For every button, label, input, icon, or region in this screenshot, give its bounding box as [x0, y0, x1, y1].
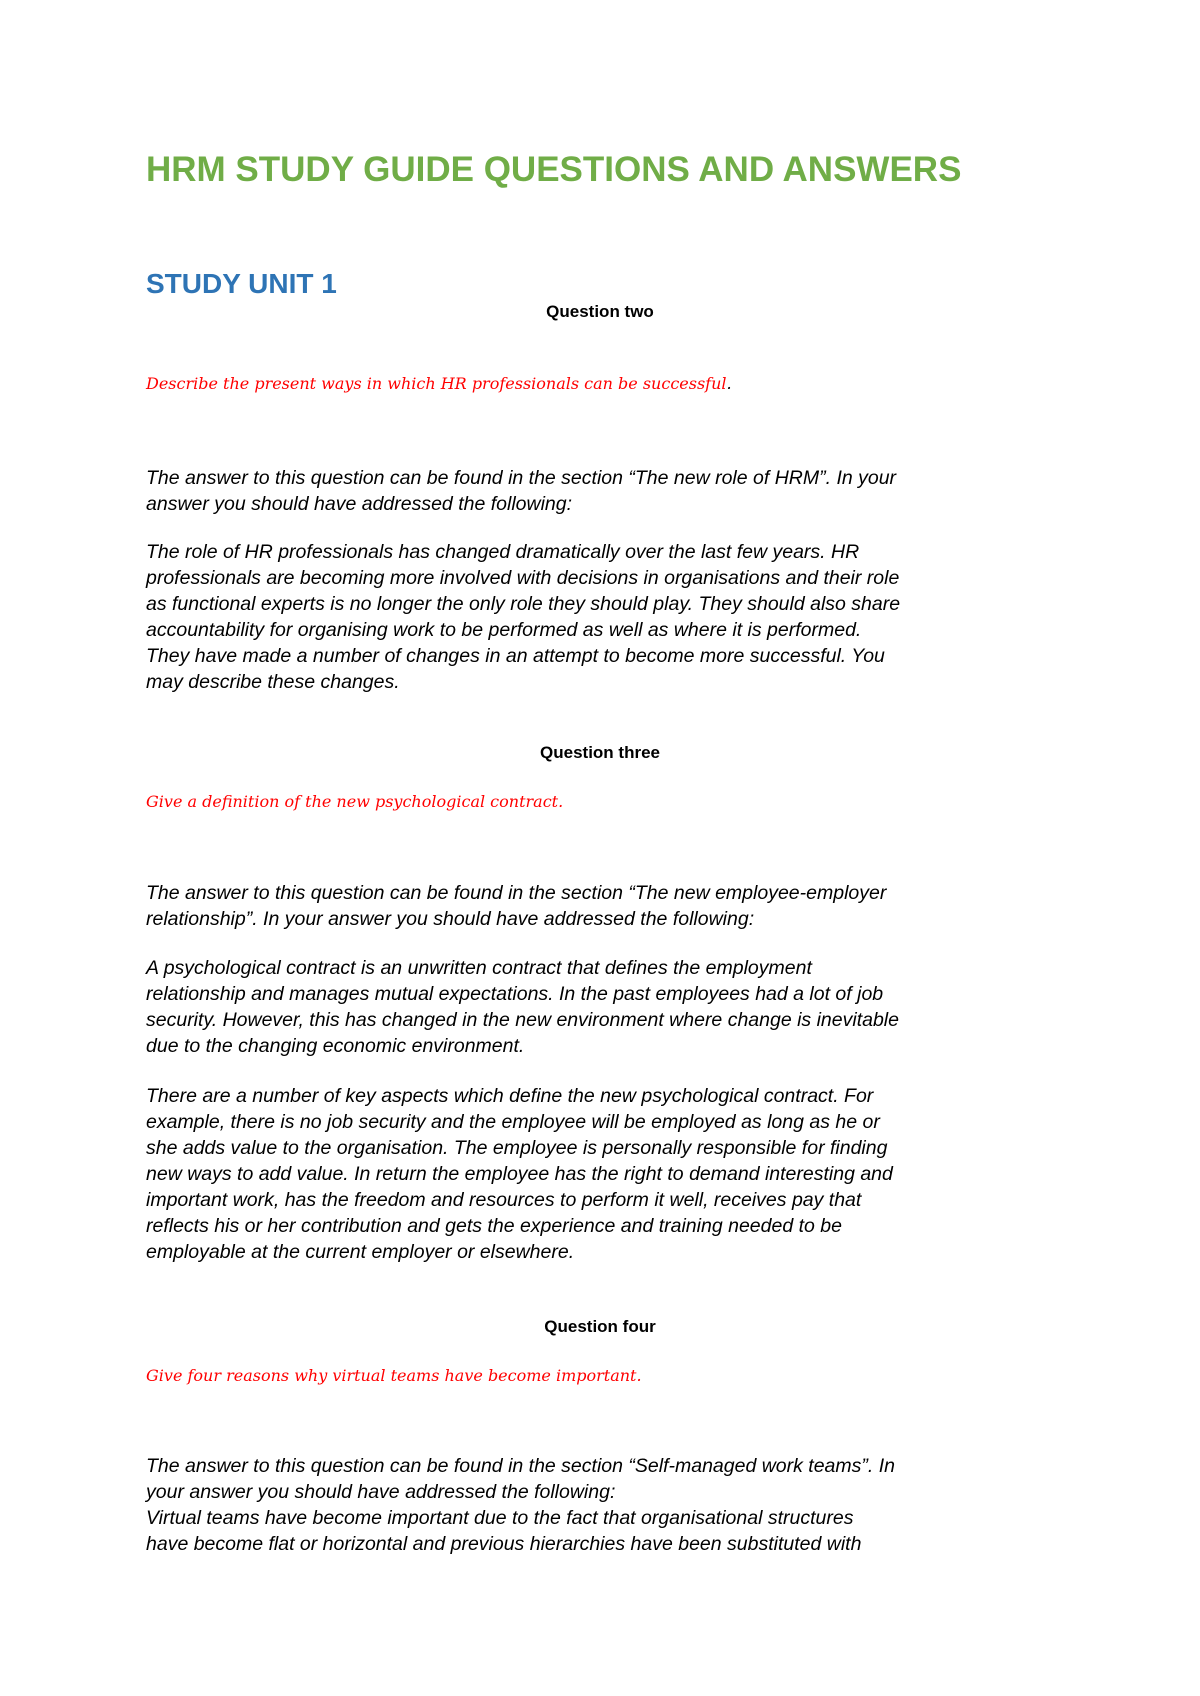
text-line: relationship”. In your answer you should have addressed the following: — [146, 908, 755, 930]
answer-paragraph — [146, 465, 1046, 517]
text-line: your answer you should have addressed the following: — [146, 1481, 616, 1503]
study-unit-heading: STUDY UNIT 1 — [146, 268, 337, 299]
text-line: They have made a number of changes in an attempt to become more successful. You — [146, 645, 885, 667]
text-line: security. However, this has changed in the new environment where change is inevitable — [146, 1009, 899, 1031]
question-heading: Question three — [540, 743, 660, 762]
text-line: employable at the current employer or elsewhere. — [146, 1241, 575, 1263]
answer-paragraph — [146, 880, 1046, 932]
answer-paragraph — [146, 955, 1046, 1059]
text-line: due to the changing economic environment. — [146, 1035, 525, 1057]
text-line: answer you should have addressed the following: — [146, 493, 573, 515]
text-line: may describe these changes. — [146, 671, 400, 693]
question-prompt: Give four reasons why virtual teams have become important. — [146, 1366, 642, 1385]
text-line: accountability for organising work to be performed as well as where it is performed. — [146, 619, 862, 641]
text-line: reflects his or her contribution and gets the experience and training needed to be — [146, 1215, 842, 1237]
question-heading: Question two — [546, 302, 654, 321]
text-line: The answer to this question can be found in the section “The new role of HRM”. In your — [146, 467, 897, 489]
text-line: have become flat or horizontal and previous hierarchies have been substituted with — [146, 1533, 862, 1555]
text-line: example, there is no job security and the employee will be employed as long as he or — [146, 1111, 880, 1133]
answer-paragraph — [146, 539, 1046, 695]
text-line: There are a number of key aspects which define the new psychological contract. For — [146, 1085, 874, 1107]
question-heading: Question four — [544, 1317, 656, 1336]
text-line: A psychological contract is an unwritten contract that defines the employment — [146, 957, 812, 979]
text-line: relationship and manages mutual expectations. In the past employees had a lot of job — [146, 983, 884, 1005]
text-line: professionals are becoming more involved with decisions in organisations and their role — [146, 567, 900, 589]
answer-paragraph — [146, 1083, 1046, 1265]
text-line: The answer to this question can be found in the section “The new employee-employer — [146, 882, 887, 904]
document-title: HRM STUDY GUIDE QUESTIONS AND ANSWERS — [146, 150, 962, 189]
text-line: Virtual teams have become important due to the fact that organisational structures — [146, 1507, 854, 1529]
text-line: as functional experts is no longer the only role they should play. They should also share — [146, 593, 901, 615]
text-line: important work, has the freedom and resources to perform it well, receives pay that — [146, 1189, 862, 1211]
text-line: she adds value to the organisation. The employee is personally responsible for finding — [146, 1137, 888, 1159]
question-prompt: Give a definition of the new psychological contract. — [146, 792, 564, 811]
question-prompt: Describe the present ways in which HR professionals can be successful. — [146, 374, 732, 393]
text-line: The role of HR professionals has changed dramatically over the last few years. HR — [146, 541, 860, 563]
text-line: The answer to this question can be found in the section “Self-managed work teams”. In — [146, 1455, 895, 1477]
answer-paragraph — [146, 1453, 1046, 1557]
text-line: new ways to add value. In return the employee has the right to demand interesting and — [146, 1163, 893, 1185]
